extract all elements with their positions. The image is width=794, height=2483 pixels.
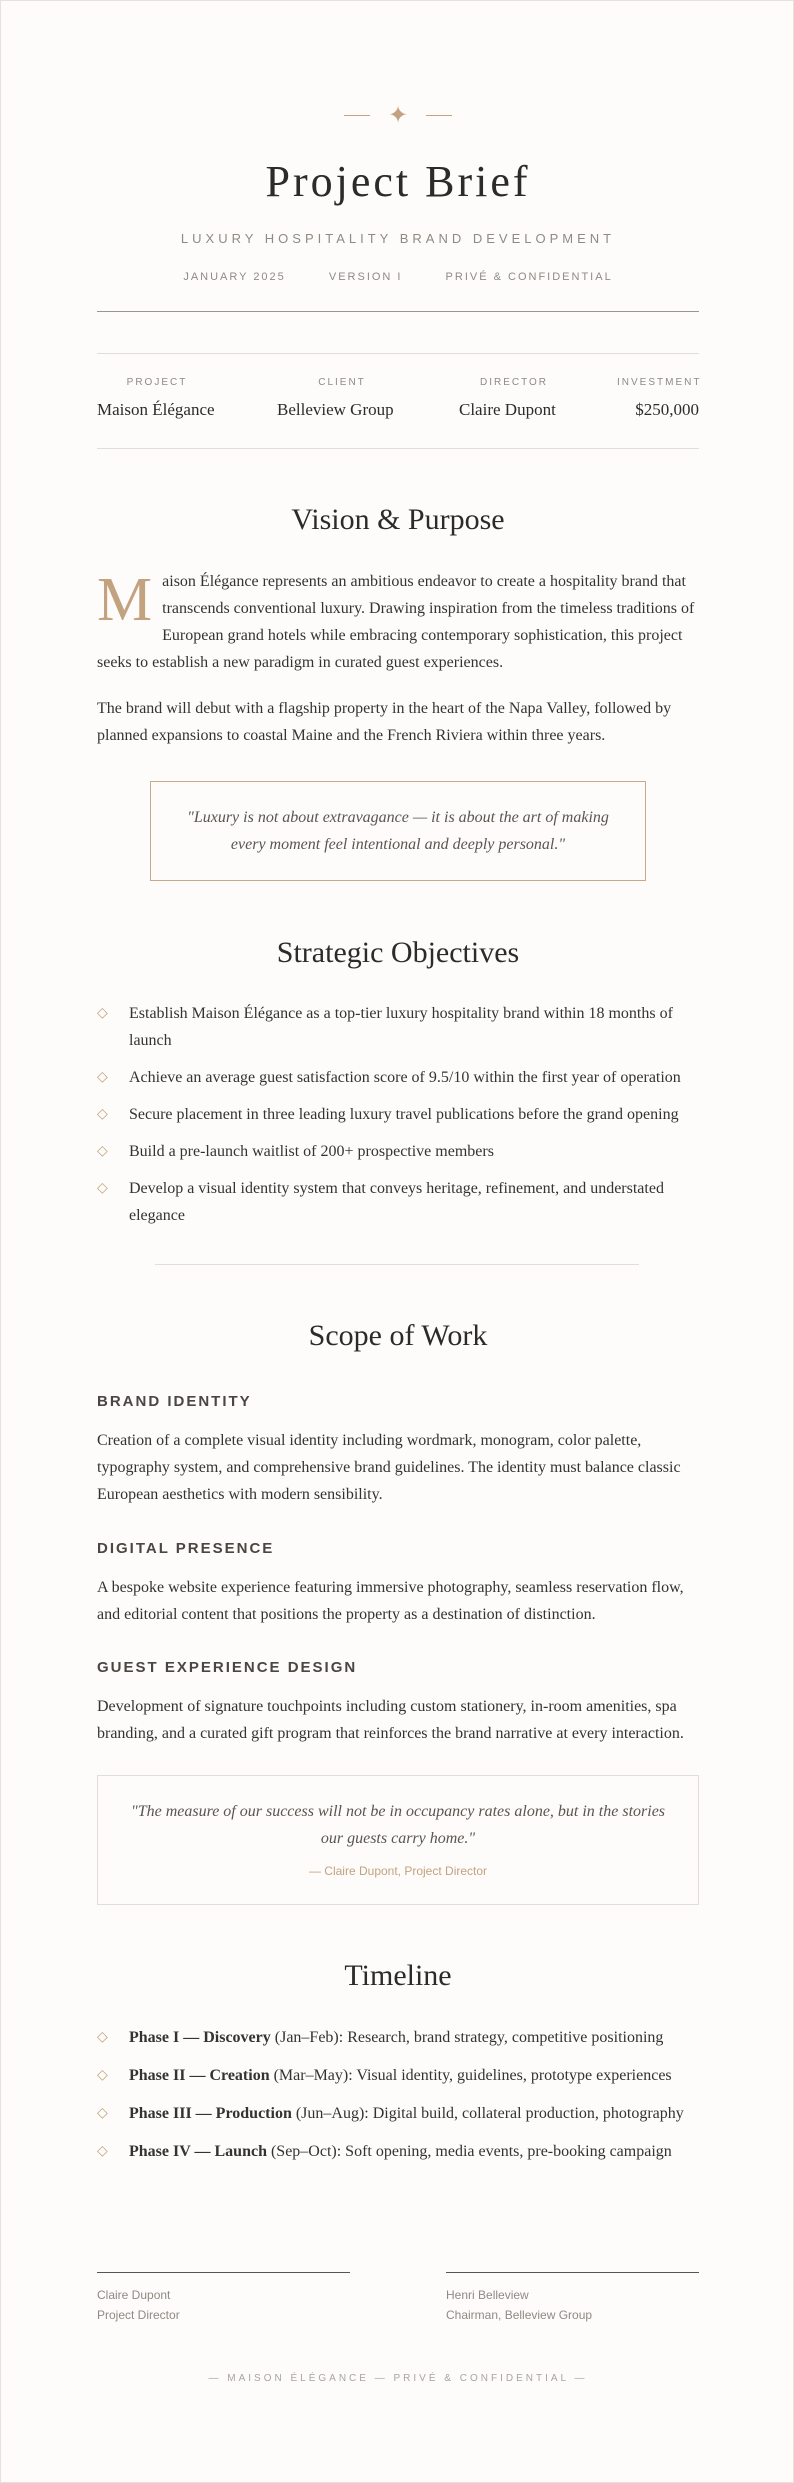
timeline-list <box>97 2024 699 2165</box>
section-divider <box>155 1264 639 1265</box>
signature-line <box>97 2272 350 2273</box>
list-item: ◇ Achieve an average guest satisfaction score of 9.5/10 within the first year of operation <box>97 1064 699 1091</box>
star-icon: ✦ <box>387 103 409 129</box>
page-subtitle: LUXURY HOSPITALITY BRAND DEVELOPMENT <box>180 231 616 246</box>
diamond-icon: ◇ <box>97 2143 108 2159</box>
list-item: ◇ Build a pre-launch waitlist of 200+ prospective members <box>97 1138 699 1165</box>
scope-subheading-brand: BRAND IDENTITY <box>97 1393 252 1410</box>
diamond-icon: ◇ <box>97 1069 108 1085</box>
diamond-icon: ◇ <box>97 1005 108 1021</box>
ornament-line-right <box>426 115 452 116</box>
detail-value: $250,000 <box>635 400 699 419</box>
phase-detail: (Jun–Aug): Digital build, collateral production, photography <box>291 2105 684 2122</box>
vision-text-1: aison Élégance represents an ambitious endeavor to create a hospitality brand that transcends conventional luxury. Drawing inspiration from the timeless traditions of European grand hotels while embracing contemporary sophistication, this project seeks to establish a new paradigm in curated guest experiences. <box>97 573 695 671</box>
header-divider <box>97 311 699 312</box>
phase-name: Phase III — Production <box>129 2105 292 2122</box>
drop-cap: M <box>97 566 153 634</box>
list-item <box>97 2024 699 2051</box>
detail-client <box>277 377 407 420</box>
meta-date: JANUARY 2025 <box>183 271 286 283</box>
signature-name: Claire Dupont <box>97 2288 171 2302</box>
diamond-icon: ◇ <box>97 2029 108 2045</box>
details-bottom-divider <box>97 448 699 449</box>
detail-project <box>97 377 217 420</box>
phase-name: Phase IV — Launch <box>129 2143 267 2160</box>
list-item: ◇ Secure placement in three leading luxury travel publications before the grand opening <box>97 1101 699 1128</box>
scope-text-guest: Development of signature touchpoints including custom stationery, in-room amenities, spa branding, and a curated gift program that reinforces the brand narrative at every interaction. <box>97 1698 684 1742</box>
list-item: ◇ Develop a visual identity system that conveys heritage, refinement, and understated elegance <box>97 1175 699 1229</box>
detail-value: Belleview Group <box>277 400 394 419</box>
vision-heading: Vision & Purpose <box>291 503 505 536</box>
detail-label: PROJECT <box>126 377 188 388</box>
diamond-icon: ◇ <box>97 2067 108 2083</box>
scope-text-digital: A bespoke website experience featuring immersive photography, seamless reservation flow, and editorial content that positions the property as a destination of distinction. <box>97 1579 684 1623</box>
header-ornament <box>97 101 699 130</box>
phase-name: Phase II — Creation <box>129 2067 270 2084</box>
phase-detail: (Mar–May): Visual identity, guidelines, prototype experiences <box>269 2067 672 2084</box>
list-item <box>97 2062 699 2089</box>
phase-name: Phase I — Discovery <box>129 2029 271 2046</box>
signature-line <box>446 2272 699 2273</box>
objectives-list <box>97 1000 699 1229</box>
detail-value: Maison Élégance <box>97 400 215 419</box>
diamond-icon: ◇ <box>97 1180 108 1196</box>
diamond-icon: ◇ <box>97 2105 108 2121</box>
detail-value: Claire Dupont <box>459 400 556 419</box>
page-title: Project Brief <box>265 157 531 206</box>
signature-role: Project Director <box>97 2308 180 2322</box>
detail-investment <box>617 377 702 420</box>
scope-text-brand: Creation of a complete visual identity including wordmark, monogram, color palette, typography system, and comprehensive brand guidelines. The identity must balance classic European aesthetics with modern sensibility. <box>97 1432 681 1503</box>
scope-heading: Scope of Work <box>308 1319 488 1352</box>
testimonial-box <box>97 1775 699 1905</box>
header-meta <box>97 271 699 283</box>
timeline-heading: Timeline <box>344 1959 452 1992</box>
project-details <box>97 353 702 448</box>
list-item <box>97 2138 699 2165</box>
phase-detail: (Jan–Feb): Research, brand strategy, competitive positioning <box>270 2029 664 2046</box>
testimonial-attribution: — Claire Dupont, Project Director <box>308 1864 488 1878</box>
objectives-heading: Strategic Objectives <box>276 936 520 969</box>
meta-confidential: PRIVÉ & CONFIDENTIAL <box>445 271 613 283</box>
vision-quote: "Luxury is not about extravagance — it is about the art of making every moment feel intentional and deeply personal." <box>150 781 646 881</box>
diamond-icon: ◇ <box>97 1143 108 1159</box>
scope-subheading-digital: DIGITAL PRESENCE <box>97 1540 275 1557</box>
signature-role: Chairman, Belleview Group <box>446 2308 593 2322</box>
vision-paragraph-2: The brand will debut with a flagship property in the heart of the Napa Valley, followed by planned expansions to coastal Maine and the French Riviera within three years. <box>97 700 672 744</box>
meta-version: VERSION I <box>328 271 403 283</box>
signature-name: Henri Belleview <box>446 2288 529 2302</box>
page-footer: — MAISON ÉLÉGANCE — PRIVÉ & CONFIDENTIAL — <box>208 2373 588 2384</box>
diamond-icon: ◇ <box>97 1106 108 1122</box>
scope-subheading-guest: GUEST EXPERIENCE DESIGN <box>97 1659 358 1676</box>
testimonial-quote: "The measure of our success will not be in occupancy rates alone, but in the stories our guests carry home." <box>130 1803 666 1847</box>
detail-label: DIRECTOR <box>479 377 549 388</box>
ornament-line-left <box>344 115 370 116</box>
signature-block-director <box>97 2272 350 2325</box>
detail-director <box>459 377 569 420</box>
list-item: ◇ Establish Maison Élégance as a top-tier luxury hospitality brand within 18 months of launch <box>97 1000 699 1054</box>
signature-block-chairman <box>446 2272 699 2325</box>
detail-label: CLIENT <box>318 377 366 388</box>
list-item <box>97 2100 699 2127</box>
phase-detail: (Sep–Oct): Soft opening, media events, pre-booking campaign <box>266 2143 672 2160</box>
detail-label: INVESTMENT <box>617 377 702 388</box>
vision-paragraph-1 <box>97 568 699 676</box>
